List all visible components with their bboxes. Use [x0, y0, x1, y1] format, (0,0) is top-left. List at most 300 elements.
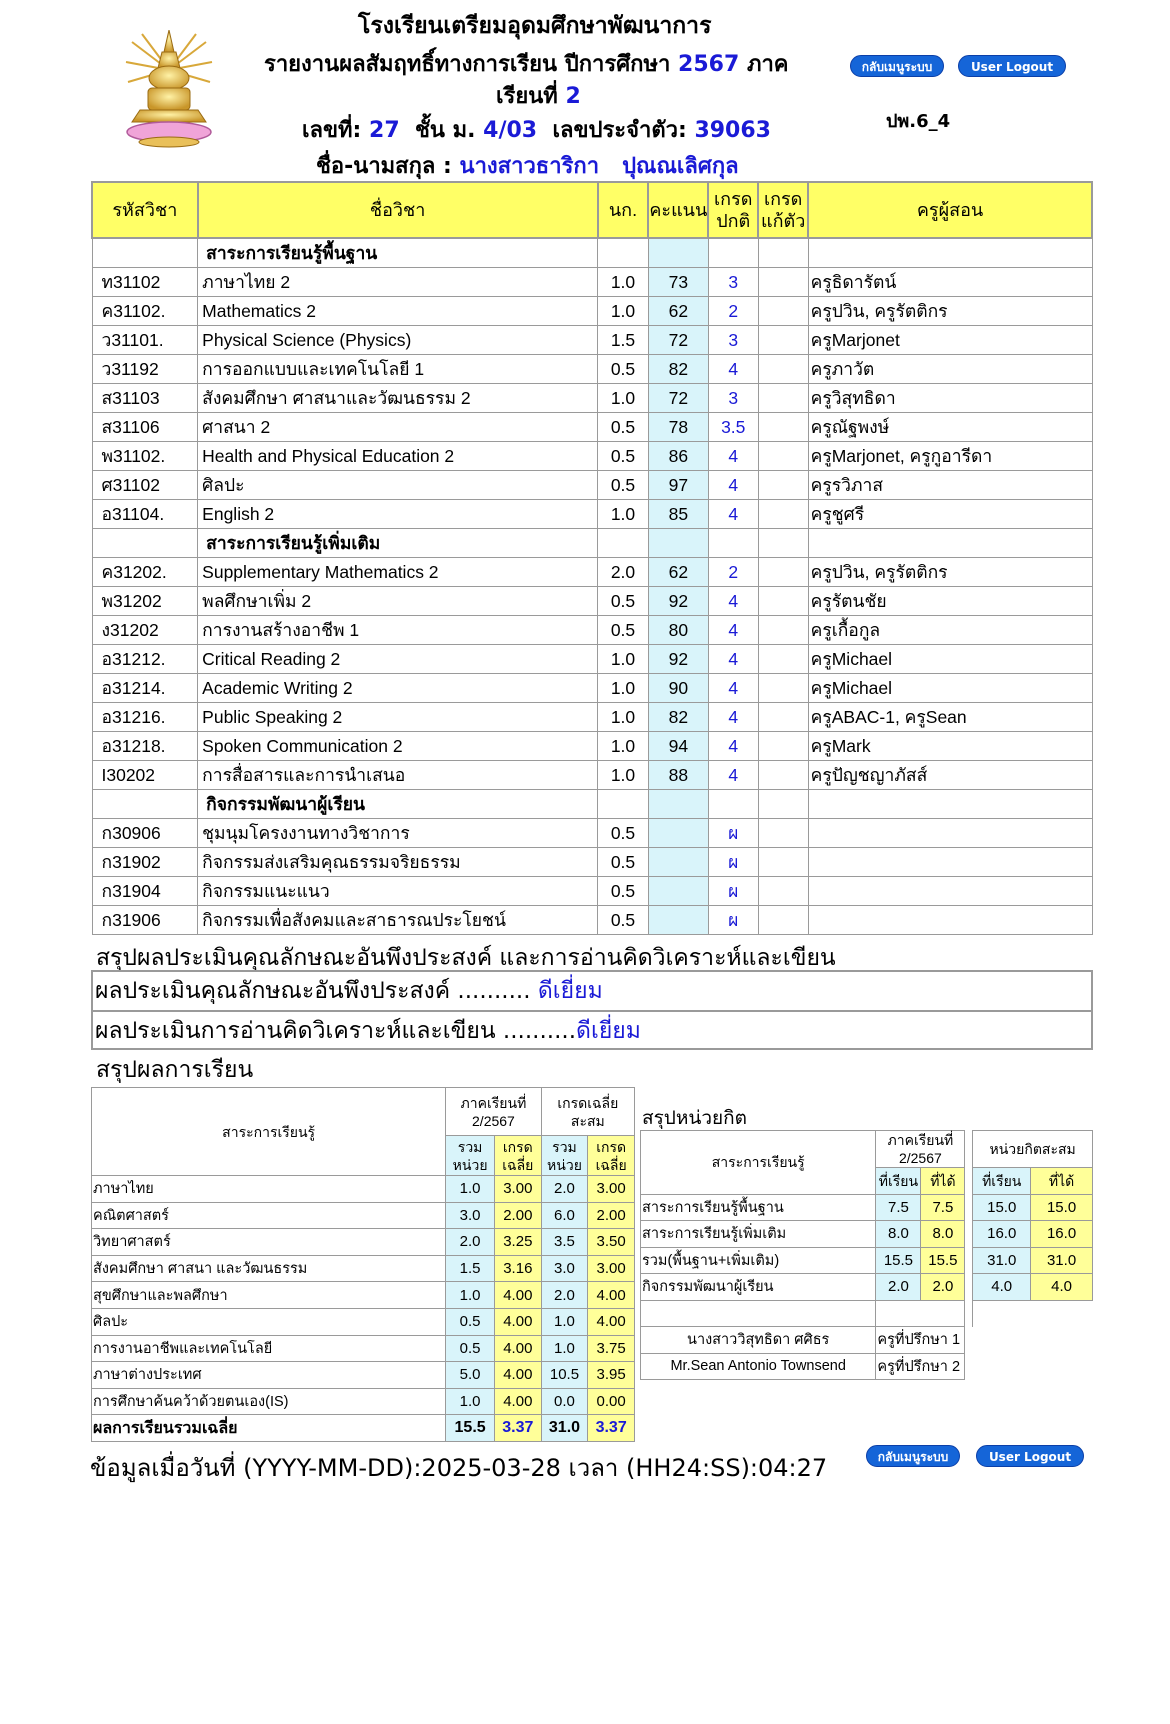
term-value: 2	[565, 84, 581, 109]
results-table	[91, 1087, 635, 1442]
sub-credit-line1: รวม	[552, 1138, 577, 1155]
credits-gap	[965, 1194, 973, 1221]
results-cum-credit: 6.0	[541, 1202, 588, 1229]
rtw-evaluation-value: ดีเยี่ยม	[576, 1018, 641, 1044]
subject-teacher	[808, 819, 1092, 848]
section-title: สาระการเรียนรู้พื้นฐาน	[198, 238, 598, 268]
subject-teacher: ครูรัตนชัย	[808, 587, 1092, 616]
subject-regrade	[758, 500, 808, 529]
col-grade-normal	[708, 182, 758, 238]
subject-grade: 2	[708, 297, 758, 326]
subject-grade: 4	[708, 471, 758, 500]
subject-score: 62	[648, 558, 708, 587]
subject-code: อ31214.	[92, 674, 198, 703]
section-cell	[758, 790, 808, 819]
report-title	[264, 46, 789, 81]
credits-cum-studied: 16.0	[973, 1221, 1031, 1248]
results-term-gpa: 4.00	[495, 1308, 542, 1335]
character-evaluation-row	[93, 972, 1091, 1010]
credits-title: สรุปหน่วยกิต	[642, 1107, 748, 1129]
results-row	[92, 1229, 635, 1256]
credits-area: รวม(พื้นฐาน+เพิ่มเติม)	[641, 1247, 876, 1274]
section-cell	[598, 238, 649, 268]
advisor-row-2	[641, 1353, 1093, 1380]
subject-code: อ31212.	[92, 645, 198, 674]
results-term-credit: 1.0	[446, 1176, 495, 1203]
subject-regrade	[758, 732, 808, 761]
advisor-2-name: Mr.Sean Antonio Townsend	[641, 1353, 876, 1380]
subject-grade: 2	[708, 558, 758, 587]
results-cum-credit: 3.5	[541, 1229, 588, 1256]
credits-area: สาระการเรียนรู้พื้นฐาน	[641, 1194, 876, 1221]
subject-code: ศ31102	[92, 471, 198, 500]
results-sub-term-gpa	[495, 1136, 542, 1176]
col-grade-fix	[758, 182, 808, 238]
subject-grade: 4	[708, 732, 758, 761]
subject-code: ส31103	[92, 384, 198, 413]
subject-credit: 0.5	[598, 848, 649, 877]
subject-regrade	[758, 442, 808, 471]
school-crest-logo	[122, 30, 216, 148]
subject-grade: 4	[708, 645, 758, 674]
subject-credit: 1.5	[598, 326, 649, 355]
results-col-cum-line1: เกรดเฉลี่ย	[557, 1094, 619, 1111]
credits-term-studied: 7.5	[876, 1194, 921, 1221]
subject-teacher	[808, 848, 1092, 877]
subject-grade: 4	[708, 355, 758, 384]
subject-code: ว31101.	[92, 326, 198, 355]
subject-teacher: ครูMichael	[808, 645, 1092, 674]
subject-regrade	[758, 906, 808, 935]
section-cell	[758, 238, 808, 268]
subject-grade: 4	[708, 616, 758, 645]
class-value: 4/03	[483, 118, 538, 143]
subject-name: Physical Science (Physics)	[198, 326, 598, 355]
subject-code: อ31216.	[92, 703, 198, 732]
subject-score: 82	[648, 703, 708, 732]
results-cum-credit: 10.5	[541, 1362, 588, 1389]
school-name: โรงเรียนเตรียมอุดมศึกษาพัฒนาการ	[358, 13, 712, 39]
student-number: 27	[369, 118, 400, 143]
results-row	[92, 1255, 635, 1282]
results-area: การศึกษาค้นคว้าด้วยตนเอง(IS)	[92, 1388, 446, 1415]
results-col-cum-line2: สะสม	[570, 1112, 605, 1129]
subject-score: 82	[648, 355, 708, 384]
credits-body	[641, 1194, 1093, 1300]
results-row	[92, 1176, 635, 1203]
subject-score: 62	[648, 297, 708, 326]
term-label: เรียนที่	[496, 84, 558, 109]
advisor-1-role: ครูที่ปรึกษา 1	[876, 1327, 965, 1354]
results-cum-gpa: 3.00	[588, 1176, 635, 1203]
sub-gpa-line2: เฉลี่ย	[502, 1156, 534, 1173]
sub-gpa-line1: เกรด	[502, 1138, 533, 1155]
subject-credit: 0.5	[598, 355, 649, 384]
subject-credit: 2.0	[598, 558, 649, 587]
term-line	[496, 78, 581, 113]
results-cum-gpa: 3.75	[588, 1335, 635, 1362]
subject-regrade	[758, 848, 808, 877]
credits-col-cumulative: หน่วยกิตสะสม	[973, 1131, 1093, 1168]
student-name-line	[316, 148, 739, 183]
credits-term-earned: 7.5	[921, 1194, 965, 1221]
subject-credit: 1.0	[598, 384, 649, 413]
col-grade-fix-line1: เกรด	[763, 189, 803, 209]
section-title: กิจกรรมพัฒนาผู้เรียน	[198, 790, 598, 819]
results-term-gpa: 3.00	[495, 1176, 542, 1203]
credits-gap	[965, 1274, 973, 1301]
results-total-cum-gpa: 3.37	[588, 1415, 635, 1442]
subject-teacher: ครูปวิน, ครูรัตติกร	[808, 558, 1092, 587]
subject-score	[648, 819, 708, 848]
section-code-cell	[92, 790, 198, 819]
results-body	[92, 1176, 635, 1415]
subject-regrade	[758, 558, 808, 587]
section-cell	[808, 529, 1092, 558]
results-term-credit: 1.0	[446, 1282, 495, 1309]
credits-row	[641, 1247, 1093, 1274]
subject-credit: 0.5	[598, 471, 649, 500]
results-term-credit: 1.0	[446, 1388, 495, 1415]
subject-regrade	[758, 674, 808, 703]
subject-teacher: ครูชูศรี	[808, 500, 1092, 529]
results-area: ภาษาต่างประเทศ	[92, 1362, 446, 1389]
credits-spacer-cell	[641, 1300, 876, 1327]
results-cum-credit: 2.0	[541, 1282, 588, 1309]
subject-name: กิจกรรมส่งเสริมคุณธรรมจริยธรรม	[198, 848, 598, 877]
credits-row	[641, 1194, 1093, 1221]
student-first-name: นางสาวธาริกา	[459, 154, 600, 179]
rtw-evaluation-row	[93, 1010, 1091, 1048]
character-evaluation-value: ดีเยี่ยม	[537, 978, 603, 1004]
section-cell	[808, 238, 1092, 268]
subject-row	[92, 761, 1092, 790]
advisor-blank	[965, 1327, 1093, 1354]
subject-score: 80	[648, 616, 708, 645]
form-code: ปพ.6_4	[886, 111, 951, 132]
subject-row	[92, 616, 1092, 645]
student-info-line	[302, 112, 771, 147]
subject-code: พ31102.	[92, 442, 198, 471]
subject-code: ว31192	[92, 355, 198, 384]
section-row	[92, 238, 1092, 268]
sub-credit-line2: หน่วย	[452, 1156, 488, 1173]
subject-row	[92, 326, 1092, 355]
results-area: คณิตศาสตร์	[92, 1202, 446, 1229]
subject-name: Supplementary Mathematics 2	[198, 558, 598, 587]
subject-score: 72	[648, 326, 708, 355]
subject-teacher: ครูณัฐพงษ์	[808, 413, 1092, 442]
sub-credit-line1: รวม	[457, 1138, 483, 1155]
subject-name: การสื่อสารและการนำเสนอ	[198, 761, 598, 790]
rtw-evaluation-label: ผลประเมินการอ่านคิดวิเคราะห์และเขียน ..........	[95, 1018, 577, 1044]
subject-grade: 4	[708, 500, 758, 529]
section-score-cell	[648, 790, 708, 819]
results-sub-term-credit	[446, 1136, 495, 1176]
results-term-gpa: 2.00	[495, 1202, 542, 1229]
subject-regrade	[758, 326, 808, 355]
subject-code: ค31102.	[92, 297, 198, 326]
results-cum-gpa: 3.00	[588, 1255, 635, 1282]
credits-term-studied: 8.0	[876, 1221, 921, 1248]
back-to-menu-button[interactable]: กลับเมนูระบบ	[866, 1445, 960, 1467]
col-grade-normal-line2: ปกติ	[716, 211, 751, 231]
subject-name: ศิลปะ	[198, 471, 598, 500]
results-term-credit: 2.0	[446, 1229, 495, 1256]
col-grade-fix-line2: แก้ตัว	[761, 211, 806, 231]
advisor-1-name: นางสาววิสุทธิดา ศศิธร	[641, 1327, 876, 1354]
credits-term-studied: 15.5	[876, 1247, 921, 1274]
results-area: การงานอาชีพและเทคโนโลยี	[92, 1335, 446, 1362]
credits-sub-cum-studied: ที่เรียน	[973, 1168, 1031, 1195]
results-sub-cum-gpa	[588, 1136, 635, 1176]
subject-code: อ31218.	[92, 732, 198, 761]
subject-name: Public Speaking 2	[198, 703, 598, 732]
subject-credit: 0.5	[598, 587, 649, 616]
subject-credit: 1.0	[598, 674, 649, 703]
sub-credit-line2: หน่วย	[547, 1156, 582, 1173]
results-total-label: ผลการเรียนรวมเฉลี่ย	[92, 1415, 446, 1442]
credits-col-term-line1: ภาคเรียนที่	[887, 1132, 954, 1148]
results-cum-gpa: 3.95	[588, 1362, 635, 1389]
subject-name: กิจกรรมเพื่อสังคมและสาธารณประโยชน์	[198, 906, 598, 935]
results-cum-gpa: 4.00	[588, 1308, 635, 1335]
section-cell	[708, 529, 758, 558]
subject-name: ศาสนา 2	[198, 413, 598, 442]
subject-score: 72	[648, 384, 708, 413]
subject-row	[92, 558, 1092, 587]
credits-cum-studied: 4.0	[973, 1274, 1031, 1301]
subject-regrade	[758, 616, 808, 645]
subject-teacher: ครูปัญชญาภัสส์	[808, 761, 1092, 790]
subject-grade: 3	[708, 268, 758, 297]
subject-row	[92, 442, 1092, 471]
credits-sub-term-earned: ที่ได้	[921, 1168, 965, 1195]
results-row	[92, 1308, 635, 1335]
credits-header-row-1	[641, 1131, 1093, 1168]
subject-name: Academic Writing 2	[198, 674, 598, 703]
subject-grade: 4	[708, 761, 758, 790]
results-row	[92, 1202, 635, 1229]
subject-grade: ผ	[708, 877, 758, 906]
credits-term-earned: 8.0	[921, 1221, 965, 1248]
results-area: วิทยาศาสตร์	[92, 1229, 446, 1256]
sub-gpa-line1: เกรด	[596, 1138, 627, 1155]
student-id: 39063	[694, 118, 771, 143]
credits-col-area: สาระการเรียนรู้	[641, 1131, 876, 1195]
results-cum-gpa: 0.00	[588, 1388, 635, 1415]
subject-score: 85	[648, 500, 708, 529]
results-total-term-credit: 15.5	[446, 1415, 495, 1442]
subject-credit: 0.5	[598, 442, 649, 471]
subject-credit: 0.5	[598, 616, 649, 645]
results-sub-cum-credit	[541, 1136, 588, 1176]
subject-code: ท31102	[92, 268, 198, 297]
subject-name: Mathematics 2	[198, 297, 598, 326]
credits-sub-cum-earned: ที่ได้	[1031, 1168, 1093, 1195]
subject-teacher: ครูรวิภาส	[808, 471, 1092, 500]
subject-code: อ31104.	[92, 500, 198, 529]
grades-body	[92, 238, 1092, 935]
credits-term-studied: 2.0	[876, 1274, 921, 1301]
number-label: เลขที่:	[302, 118, 362, 143]
class-label: ชั้น ม.	[414, 118, 476, 143]
results-cum-credit: 2.0	[541, 1176, 588, 1203]
section-code-cell	[92, 529, 198, 558]
section-score-cell	[648, 529, 708, 558]
subject-regrade	[758, 413, 808, 442]
results-cum-credit: 1.0	[541, 1335, 588, 1362]
section-cell	[808, 790, 1092, 819]
subject-name: สังคมศึกษา ศาสนาและวัฒนธรรม 2	[198, 384, 598, 413]
col-subject-code: รหัสวิชา	[92, 182, 198, 238]
section-row	[92, 790, 1092, 819]
credits-row	[641, 1274, 1093, 1301]
subject-teacher: ครูABAC-1, ครูSean	[808, 703, 1092, 732]
results-term-gpa: 3.25	[495, 1229, 542, 1256]
results-cum-credit: 3.0	[541, 1255, 588, 1282]
section-row	[92, 529, 1092, 558]
subject-code: ก31906	[92, 906, 198, 935]
subject-row	[92, 703, 1092, 732]
credits-table	[640, 1130, 1093, 1380]
results-col-term-line1: ภาคเรียนที่	[460, 1094, 527, 1111]
credits-cum-earned: 4.0	[1031, 1274, 1093, 1301]
subject-credit: 1.0	[598, 297, 649, 326]
subject-teacher: ครูMichael	[808, 674, 1092, 703]
results-term-credit: 0.5	[446, 1308, 495, 1335]
advisor-2-role: ครูที่ปรึกษา 2	[876, 1353, 965, 1380]
results-col-cumulative	[541, 1088, 634, 1136]
subject-code: ก31904	[92, 877, 198, 906]
subject-name: พลศึกษาเพิ่ม 2	[198, 587, 598, 616]
credits-cum-studied: 31.0	[973, 1247, 1031, 1274]
subject-score: 90	[648, 674, 708, 703]
subject-regrade	[758, 877, 808, 906]
subject-regrade	[758, 355, 808, 384]
subject-code: พ31202	[92, 587, 198, 616]
subject-credit: 1.0	[598, 500, 649, 529]
subject-credit: 1.0	[598, 732, 649, 761]
credits-term-earned: 15.5	[921, 1247, 965, 1274]
results-area: ศิลปะ	[92, 1308, 446, 1335]
subject-teacher	[808, 877, 1092, 906]
col-credit: นก.	[598, 182, 649, 238]
credits-sub-term-studied: ที่เรียน	[876, 1168, 921, 1195]
credits-term-earned: 2.0	[921, 1274, 965, 1301]
section-score-cell	[648, 238, 708, 268]
credits-spacer-row	[641, 1300, 1093, 1327]
results-cum-gpa: 3.50	[588, 1229, 635, 1256]
subject-row	[92, 413, 1092, 442]
term-word: ภาค	[746, 52, 789, 77]
subject-row	[92, 355, 1092, 384]
section-code-cell	[92, 238, 198, 268]
subject-row	[92, 297, 1092, 326]
subject-grade: ผ	[708, 848, 758, 877]
subject-teacher: ครูภาวัต	[808, 355, 1092, 384]
results-term-credit: 5.0	[446, 1362, 495, 1389]
results-total-term-gpa: 3.37	[495, 1415, 542, 1442]
subject-grade: 4	[708, 674, 758, 703]
subject-row	[92, 819, 1092, 848]
advisor-blank	[965, 1353, 1093, 1380]
subject-credit: 1.0	[598, 703, 649, 732]
results-cum-credit: 1.0	[541, 1308, 588, 1335]
section-cell	[758, 529, 808, 558]
credits-row	[641, 1221, 1093, 1248]
credits-cum-earned: 31.0	[1031, 1247, 1093, 1274]
col-grade-normal-line1: เกรด	[714, 189, 753, 209]
subject-grade: 3	[708, 384, 758, 413]
results-term-credit: 0.5	[446, 1335, 495, 1362]
credits-cum-studied: 15.0	[973, 1194, 1031, 1221]
subject-teacher: ครูMarjonet, ครูกูอารีดา	[808, 442, 1092, 471]
evaluation-box	[91, 970, 1093, 1050]
subject-name: Spoken Communication 2	[198, 732, 598, 761]
subject-regrade	[758, 587, 808, 616]
credits-spacer-cell	[973, 1300, 1093, 1327]
back-to-menu-button[interactable]: กลับเมนูระบบ	[850, 55, 944, 77]
subject-teacher: ครูธิดารัตน์	[808, 268, 1092, 297]
subject-name: English 2	[198, 500, 598, 529]
student-id-label: เลขประจำตัว:	[552, 118, 687, 143]
subject-teacher	[808, 906, 1092, 935]
grades-header-row	[92, 182, 1092, 238]
subject-name: กิจกรรมแนะแนว	[198, 877, 598, 906]
results-col-term-line2: 2/2567	[472, 1112, 515, 1129]
results-row	[92, 1388, 635, 1415]
credits-gap	[965, 1131, 973, 1195]
credits-gap	[965, 1247, 973, 1274]
subject-score: 78	[648, 413, 708, 442]
subject-row	[92, 384, 1092, 413]
results-total-row	[92, 1415, 635, 1442]
subject-regrade	[758, 703, 808, 732]
results-term-gpa: 4.00	[495, 1335, 542, 1362]
student-last-name: ปุณณเลิศกุล	[622, 154, 739, 179]
subject-code: I30202	[92, 761, 198, 790]
subject-credit: 1.0	[598, 268, 649, 297]
results-cum-gpa: 2.00	[588, 1202, 635, 1229]
results-cum-gpa: 4.00	[588, 1282, 635, 1309]
subject-score: 97	[648, 471, 708, 500]
academic-year: 2567	[678, 52, 740, 77]
results-col-term	[446, 1088, 541, 1136]
subject-code: ง31202	[92, 616, 198, 645]
subject-name: การงานสร้างอาชีพ 1	[198, 616, 598, 645]
subject-credit: 0.5	[598, 906, 649, 935]
logout-button[interactable]: User Logout	[958, 55, 1066, 77]
subject-regrade	[758, 645, 808, 674]
subject-row	[92, 268, 1092, 297]
results-row	[92, 1362, 635, 1389]
credits-cum-earned: 15.0	[1031, 1194, 1093, 1221]
results-cum-credit: 0.0	[541, 1388, 588, 1415]
results-term-credit: 1.5	[446, 1255, 495, 1282]
section-cell	[598, 529, 649, 558]
subject-score: 92	[648, 645, 708, 674]
results-area: สังคมศึกษา ศาสนา และวัฒนธรรม	[92, 1255, 446, 1282]
credits-col-term	[876, 1131, 965, 1168]
subject-code: ส31106	[92, 413, 198, 442]
subject-row	[92, 732, 1092, 761]
subject-score	[648, 877, 708, 906]
section-cell	[598, 790, 649, 819]
section-cell	[708, 790, 758, 819]
logout-button[interactable]: User Logout	[976, 1445, 1084, 1467]
subject-grade: ผ	[708, 906, 758, 935]
